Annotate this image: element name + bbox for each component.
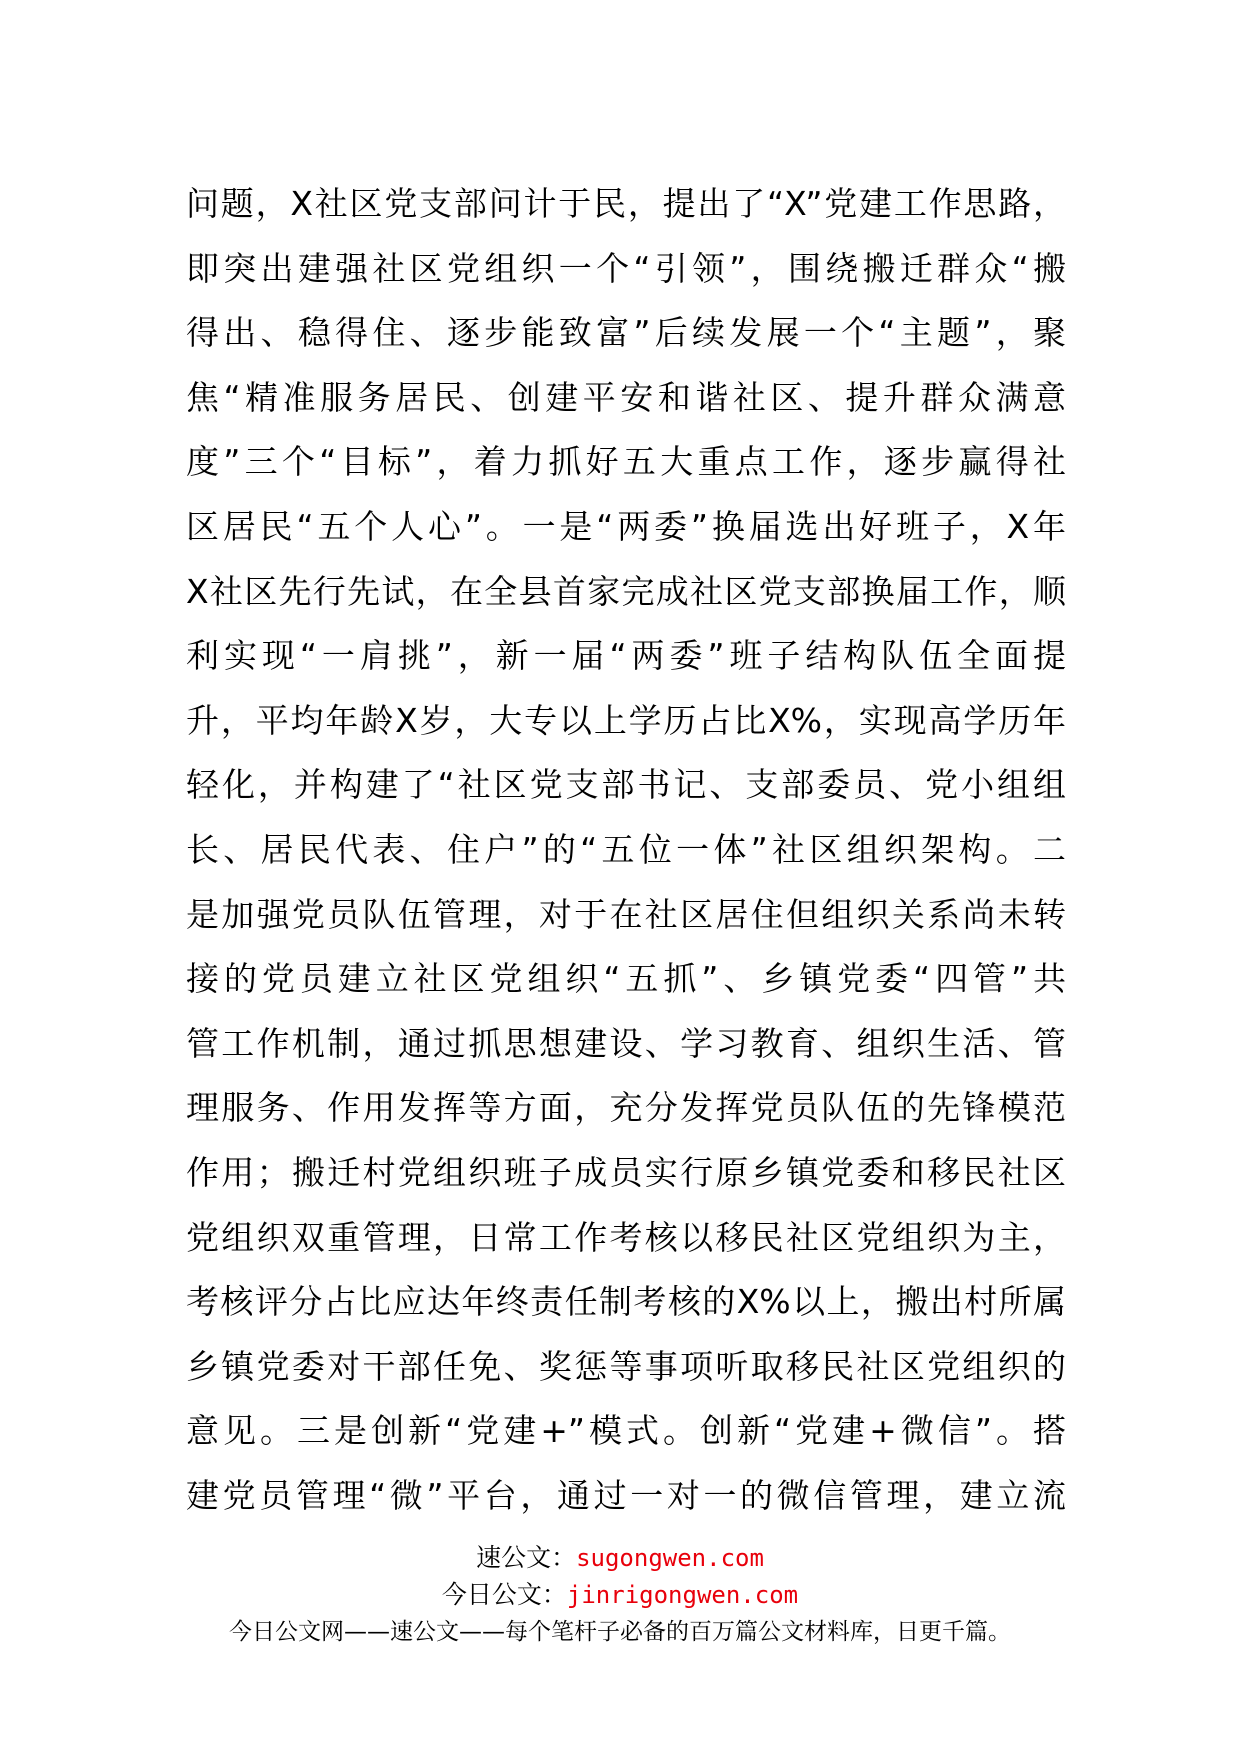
body-line-12: 是加强党员队伍管理，对于在社区居住但组织关系尚未转 xyxy=(186,894,1066,934)
body-line-3: 得出、稳得住、逐步能致富”后续发展一个“主题”，聚 xyxy=(186,313,1066,353)
body-line-6: 区居民“五个人心”。一是“两委”换届选出好班子，X年 xyxy=(186,506,1066,546)
body-line-9: 升，平均年龄X岁，大专以上学历占比X%，实现高学历年 xyxy=(186,700,1066,740)
body-line-4: 焦“精准服务居民、创建平安和谐社区、提升群众满意 xyxy=(186,377,1066,417)
document-body xyxy=(186,172,1066,1528)
body-line-14: 管工作机制，通过抓思想建设、学习教育、组织生活、管 xyxy=(186,1023,1066,1063)
body-line-10: 轻化，并构建了“社区党支部书记、支部委员、党小组组 xyxy=(186,765,1066,805)
body-line-21: 建党员管理“微”平台，通过一对一的微信管理，建立流 xyxy=(186,1475,1066,1515)
footer-sugongwen xyxy=(0,1540,1240,1576)
footer-sugongwen-label: 速公文： xyxy=(476,1543,577,1572)
body-line-11: 长、居民代表、住户”的“五位一体”社区组织架构。二 xyxy=(186,829,1066,869)
body-line-13: 接的党员建立社区党组织“五抓”、乡镇党委“四管”共 xyxy=(186,959,1066,999)
body-line-15: 理服务、作用发挥等方面，充分发挥党员队伍的先锋模范 xyxy=(186,1088,1066,1128)
body-line-19: 乡镇党委对干部任免、奖惩等事项听取移民社区党组织的 xyxy=(186,1346,1066,1386)
body-line-2: 即突出建强社区党组织一个“引领”，围绕搬迁群众“搬 xyxy=(186,248,1066,288)
footer-jinrigongwen-link[interactable]: jinrigongwen.com xyxy=(566,1581,799,1609)
body-line-18: 考核评分占比应达年终责任制考核的X%以上，搬出村所属 xyxy=(186,1282,1066,1322)
footer-sugongwen-link[interactable]: sugongwen.com xyxy=(576,1544,764,1572)
body-line-5: 度”三个“目标”，着力抓好五大重点工作，逐步赢得社 xyxy=(186,442,1066,482)
body-line-1: 问题，X社区党支部问计于民，提出了“X”党建工作思路， xyxy=(186,184,1066,223)
footer-jinrigongwen-label: 今日公文： xyxy=(441,1580,567,1609)
footer-slogan: 今日公文网——速公文——每个笔杆子必备的百万篇公文材料库，日更千篇。 xyxy=(229,1619,1011,1645)
body-line-7: X社区先行先试，在全县首家完成社区党支部换届工作，顺 xyxy=(186,571,1066,611)
body-line-16: 作用；搬迁村党组织班子成员实行原乡镇党委和移民社区 xyxy=(186,1152,1066,1192)
body-line-20: 意见。三是创新“党建+”模式。创新“党建+微信”。搭 xyxy=(186,1411,1066,1451)
footer-jinrigongwen xyxy=(0,1577,1240,1613)
body-line-17: 党组织双重管理，日常工作考核以移民社区党组织为主， xyxy=(186,1217,1066,1257)
body-line-8: 利实现“一肩挑”，新一届“两委”班子结构队伍全面提 xyxy=(186,636,1066,676)
